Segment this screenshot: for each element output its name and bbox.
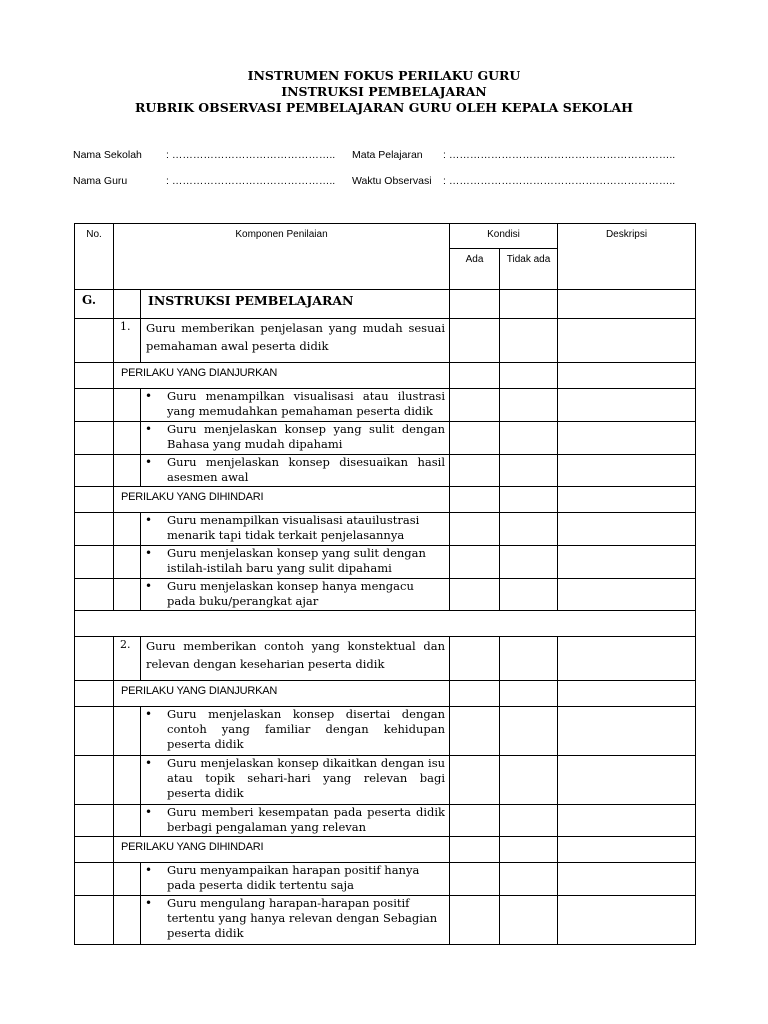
- list-item: • Guru menampilkan visualisasi atau ilustrasi yang memudahkan pemahaman peserta didik: [141, 389, 450, 422]
- mata-pelajaran-field[interactable]: : ………………………………………………………..: [443, 149, 676, 161]
- section-row: [75, 290, 696, 319]
- check-tidak-ada[interactable]: [500, 805, 558, 837]
- table-row: [75, 756, 696, 805]
- check-ada[interactable]: [450, 363, 500, 389]
- deskripsi-cell[interactable]: [558, 863, 696, 896]
- check-tidak-ada[interactable]: [500, 707, 558, 756]
- table-row: [75, 579, 696, 611]
- deskripsi-cell[interactable]: [558, 546, 696, 579]
- list-item: • Guru menjelaskan konsep disertai dengan contoh yang familiar dengan kehidupan peserta didik: [141, 707, 450, 756]
- title-line-1: INSTRUMEN FOKUS PERILAKU GURU: [247, 68, 521, 83]
- category-row: [75, 363, 696, 389]
- nama-guru-field[interactable]: : ………………………………………..: [166, 175, 336, 187]
- title-line-3: RUBRIK OBSERVASI PEMBELAJARAN GURU OLEH KEPALA SEKOLAH: [134, 100, 633, 115]
- nama-guru-label: Nama Guru: [73, 175, 128, 187]
- header-ada: Ada: [450, 249, 500, 290]
- list-item: • Guru memberi kesempatan pada peserta didik berbagi pengalaman yang relevan: [141, 805, 450, 837]
- waktu-observasi-field[interactable]: : ………………………………………………………..: [443, 175, 676, 187]
- check-tidak-ada[interactable]: [500, 863, 558, 896]
- nama-sekolah-label: Nama Sekolah: [73, 149, 142, 161]
- item-text: Guru memberikan penjelasan yang mudah sesuai pemahaman awal peserta didik: [141, 319, 450, 363]
- header-deskripsi: Deskripsi: [558, 224, 696, 290]
- table-row: [75, 863, 696, 896]
- check-tidak-ada[interactable]: [500, 290, 558, 319]
- spacer-row: [75, 611, 696, 637]
- category-label: PERILAKU YANG DIHINDARI: [114, 837, 450, 863]
- item-number: 2.: [114, 637, 141, 681]
- header-kondisi: Kondisi: [450, 224, 558, 249]
- check-tidak-ada[interactable]: [500, 756, 558, 805]
- check-tidak-ada[interactable]: [500, 455, 558, 487]
- deskripsi-cell[interactable]: [558, 487, 696, 513]
- deskripsi-cell[interactable]: [558, 681, 696, 707]
- check-tidak-ada[interactable]: [500, 546, 558, 579]
- table-row: [75, 319, 696, 363]
- observation-info: [0, 149, 768, 201]
- deskripsi-cell[interactable]: [558, 637, 696, 681]
- deskripsi-cell[interactable]: [558, 363, 696, 389]
- category-label: PERILAKU YANG DIHINDARI: [114, 487, 450, 513]
- section-title: INSTRUKSI PEMBELAJARAN: [141, 290, 450, 319]
- check-tidak-ada[interactable]: [500, 637, 558, 681]
- deskripsi-cell[interactable]: [558, 707, 696, 756]
- item-text: Guru memberikan contoh yang konstektual dan relevan dengan keseharian peserta didik: [141, 637, 450, 681]
- check-ada[interactable]: [450, 455, 500, 487]
- deskripsi-cell[interactable]: [558, 756, 696, 805]
- list-item: • Guru menyampaikan harapan positif hanya pada peserta didik tertentu saja: [141, 863, 450, 896]
- list-item: • Guru menjelaskan konsep yang sulit dengan istilah-istilah baru yang sulit dipahami: [141, 546, 450, 579]
- category-label: PERILAKU YANG DIANJURKAN: [114, 363, 450, 389]
- check-ada[interactable]: [450, 805, 500, 837]
- header-tidak-ada: Tidak ada: [500, 249, 558, 290]
- deskripsi-cell[interactable]: [558, 389, 696, 422]
- check-ada[interactable]: [450, 546, 500, 579]
- list-item: • Guru menjelaskan konsep disesuaikan hasil asesmen awal: [141, 455, 450, 487]
- check-ada[interactable]: [450, 637, 500, 681]
- check-tidak-ada[interactable]: [500, 513, 558, 546]
- check-ada[interactable]: [450, 513, 500, 546]
- table-row: [75, 707, 696, 756]
- check-tidak-ada[interactable]: [500, 422, 558, 455]
- table-row: [75, 513, 696, 546]
- check-ada[interactable]: [450, 837, 500, 863]
- check-ada[interactable]: [450, 681, 500, 707]
- mata-pelajaran-label: Mata Pelajaran: [352, 149, 423, 161]
- check-ada[interactable]: [450, 863, 500, 896]
- category-row: [75, 837, 696, 863]
- category-label: PERILAKU YANG DIANJURKAN: [114, 681, 450, 707]
- nama-sekolah-field[interactable]: : ………………………………………..: [166, 149, 336, 161]
- waktu-observasi-label: Waktu Observasi: [352, 175, 432, 187]
- check-ada[interactable]: [450, 290, 500, 319]
- check-tidak-ada[interactable]: [500, 579, 558, 611]
- table-header-row: [75, 224, 696, 249]
- check-tidak-ada[interactable]: [500, 389, 558, 422]
- check-tidak-ada[interactable]: [500, 319, 558, 363]
- list-item: • Guru menjelaskan konsep yang sulit dengan Bahasa yang mudah dipahami: [141, 422, 450, 455]
- check-ada[interactable]: [450, 896, 500, 945]
- document-title: [0, 68, 768, 116]
- table-row: [75, 546, 696, 579]
- item-number: 1.: [114, 319, 141, 363]
- header-komponen: Komponen Penilaian: [114, 224, 450, 290]
- table-row: [75, 805, 696, 837]
- deskripsi-cell[interactable]: [558, 579, 696, 611]
- check-ada[interactable]: [450, 579, 500, 611]
- deskripsi-cell[interactable]: [558, 455, 696, 487]
- check-tidak-ada[interactable]: [500, 363, 558, 389]
- deskripsi-cell[interactable]: [558, 422, 696, 455]
- check-ada[interactable]: [450, 389, 500, 422]
- deskripsi-cell[interactable]: [558, 319, 696, 363]
- section-code: G.: [75, 290, 114, 319]
- table-row: [75, 637, 696, 681]
- list-item: • Guru mengulang harapan-harapan positif tertentu yang hanya relevan dengan Sebagian peserta didik: [141, 896, 450, 945]
- list-item: • Guru menjelaskan konsep dikaitkan dengan isu atau topik sehari-hari yang relevan bagi peserta didik: [141, 756, 450, 805]
- deskripsi-cell[interactable]: [558, 290, 696, 319]
- table-row: [75, 422, 696, 455]
- rubric-table: [74, 223, 696, 945]
- title-line-2: INSTRUKSI PEMBELAJARAN: [281, 84, 487, 99]
- table-row: [75, 896, 696, 945]
- deskripsi-cell[interactable]: [558, 837, 696, 863]
- list-item: • Guru menampilkan visualisasi atauilustrasi menarik tapi tidak terkait penjelasannya: [141, 513, 450, 546]
- category-row: [75, 487, 696, 513]
- check-ada[interactable]: [450, 756, 500, 805]
- check-tidak-ada[interactable]: [500, 896, 558, 945]
- check-tidak-ada[interactable]: [500, 837, 558, 863]
- header-no: No.: [75, 224, 114, 290]
- check-ada[interactable]: [450, 422, 500, 455]
- deskripsi-cell[interactable]: [558, 513, 696, 546]
- table-row: [75, 455, 696, 487]
- check-ada[interactable]: [450, 487, 500, 513]
- table-row: [75, 389, 696, 422]
- deskripsi-cell[interactable]: [558, 805, 696, 837]
- check-tidak-ada[interactable]: [500, 487, 558, 513]
- check-ada[interactable]: [450, 319, 500, 363]
- check-tidak-ada[interactable]: [500, 681, 558, 707]
- deskripsi-cell[interactable]: [558, 896, 696, 945]
- category-row: [75, 681, 696, 707]
- check-ada[interactable]: [450, 707, 500, 756]
- list-item: • Guru menjelaskan konsep hanya mengacu pada buku/perangkat ajar: [141, 579, 450, 611]
